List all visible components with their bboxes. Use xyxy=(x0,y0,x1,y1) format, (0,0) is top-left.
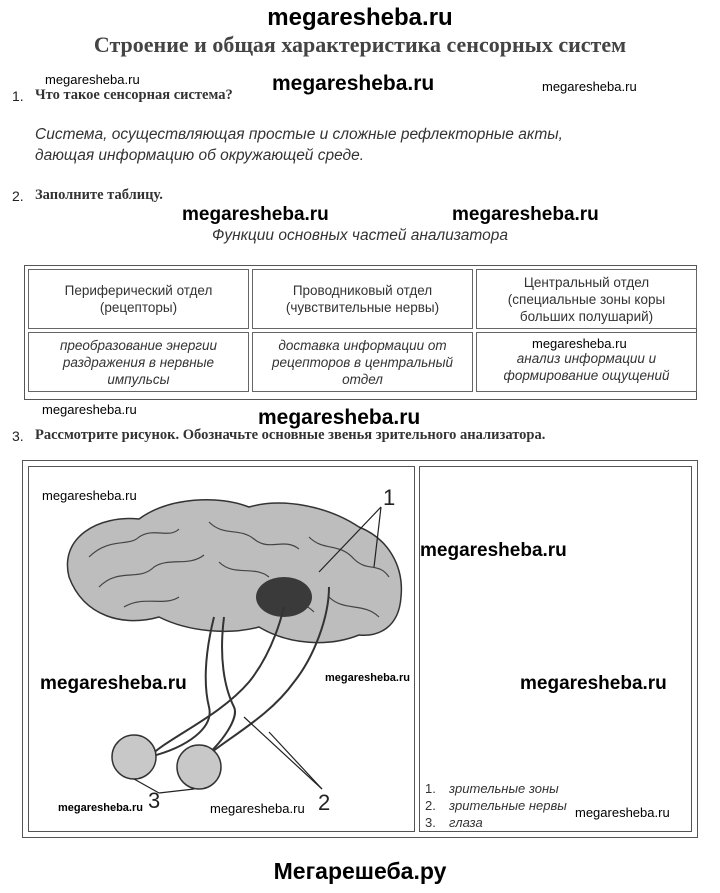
footer-site: Мегарешеба.ру xyxy=(273,858,447,884)
answer-line: дающая информацию об окружающей среде. xyxy=(35,147,365,164)
table-header-cell xyxy=(476,269,697,329)
watermark: megaresheba.ru xyxy=(45,72,140,87)
table-header-cell xyxy=(28,269,249,329)
watermark: megaresheba.ru xyxy=(42,402,137,417)
eye-left xyxy=(112,735,156,779)
visual-pathway-illustration xyxy=(29,467,414,831)
watermark: megaresheba.ru xyxy=(532,336,627,351)
cell-line: анализ информации и xyxy=(516,351,657,366)
legend-item xyxy=(425,814,567,831)
figure-answer-panel xyxy=(419,466,692,832)
question-text: Рассмотрите рисунок. Обозначьте основные звенья зрительного анализатора. xyxy=(35,427,546,443)
watermark: megaresheba.ru xyxy=(42,488,137,503)
question-number: 2. xyxy=(12,188,24,204)
cell-line: рецепторов в центральный xyxy=(271,354,454,370)
watermark: megaresheba.ru xyxy=(182,204,329,225)
question-number: 3. xyxy=(12,428,24,444)
cell-line: доставка информации от xyxy=(278,337,447,353)
figure-legend xyxy=(425,780,567,831)
figure-image-panel xyxy=(28,466,415,832)
legend-item xyxy=(425,797,567,814)
watermark: megaresheba.ru xyxy=(452,204,599,225)
page-title: Строение и общая характеристика сенсорных систем xyxy=(93,32,627,57)
cell-line: импульсы xyxy=(107,371,170,387)
table-cell xyxy=(252,332,473,392)
watermark: megaresheba.ru xyxy=(575,805,670,820)
figure-label: 3 xyxy=(148,788,161,813)
legend-number: 2. xyxy=(425,798,436,813)
watermark: megaresheba.ru xyxy=(420,540,567,561)
table-cell xyxy=(28,332,249,392)
cell-line: (чувствительные нервы) xyxy=(285,300,440,315)
question-text: Заполните таблицу. xyxy=(35,187,163,203)
legend-item xyxy=(425,780,567,797)
question-text: Что такое сенсорная система? xyxy=(35,87,233,103)
answer-line: Система, осуществляющая простые и сложные рефлекторные акты, xyxy=(35,126,563,143)
watermark: megaresheba.ru xyxy=(542,79,637,94)
watermark: megaresheba.ru xyxy=(325,672,410,684)
watermark: megaresheba.ru xyxy=(58,802,143,814)
figure-label: 2 xyxy=(318,790,331,815)
cell-line: Центральный отдел xyxy=(523,274,650,290)
cell-line: Проводниковый отдел xyxy=(292,283,433,298)
table-caption: Функции основных частей анализатора xyxy=(212,227,508,244)
legend-number: 1. xyxy=(425,781,436,796)
watermark: megaresheba.ru xyxy=(210,801,305,816)
brain-shape xyxy=(67,500,401,643)
eye-right xyxy=(177,745,221,789)
figure-label: 1 xyxy=(383,485,396,510)
cell-line: (рецепторы) xyxy=(99,300,178,315)
legend-number: 3. xyxy=(425,815,436,830)
cell-line: Периферический отдел xyxy=(64,283,213,298)
watermark: megaresheba.ru xyxy=(520,673,667,694)
answer-text xyxy=(35,124,563,166)
cell-line: формирование ощущений xyxy=(503,368,670,383)
cell-line: раздражения в нервные xyxy=(62,354,215,370)
legend-text: зрительные зоны xyxy=(449,781,559,796)
watermark: megaresheba.ru xyxy=(272,72,435,95)
table-header-cell xyxy=(252,269,473,329)
legend-text: зрительные нервы xyxy=(449,798,567,813)
cell-line: (специальные зоны коры xyxy=(507,291,666,307)
functions-table xyxy=(24,265,697,400)
cell-line: больших полушарий) xyxy=(519,308,654,324)
legend-text: глаза xyxy=(449,815,483,830)
cell-line: отдел xyxy=(342,371,383,387)
question-number: 1. xyxy=(12,88,24,104)
watermark: megaresheba.ru xyxy=(258,406,421,429)
cell-line: преобразование энергии xyxy=(59,337,218,353)
watermark: megaresheba.ru xyxy=(40,673,187,694)
site-header: megaresheba.ru xyxy=(267,4,453,31)
